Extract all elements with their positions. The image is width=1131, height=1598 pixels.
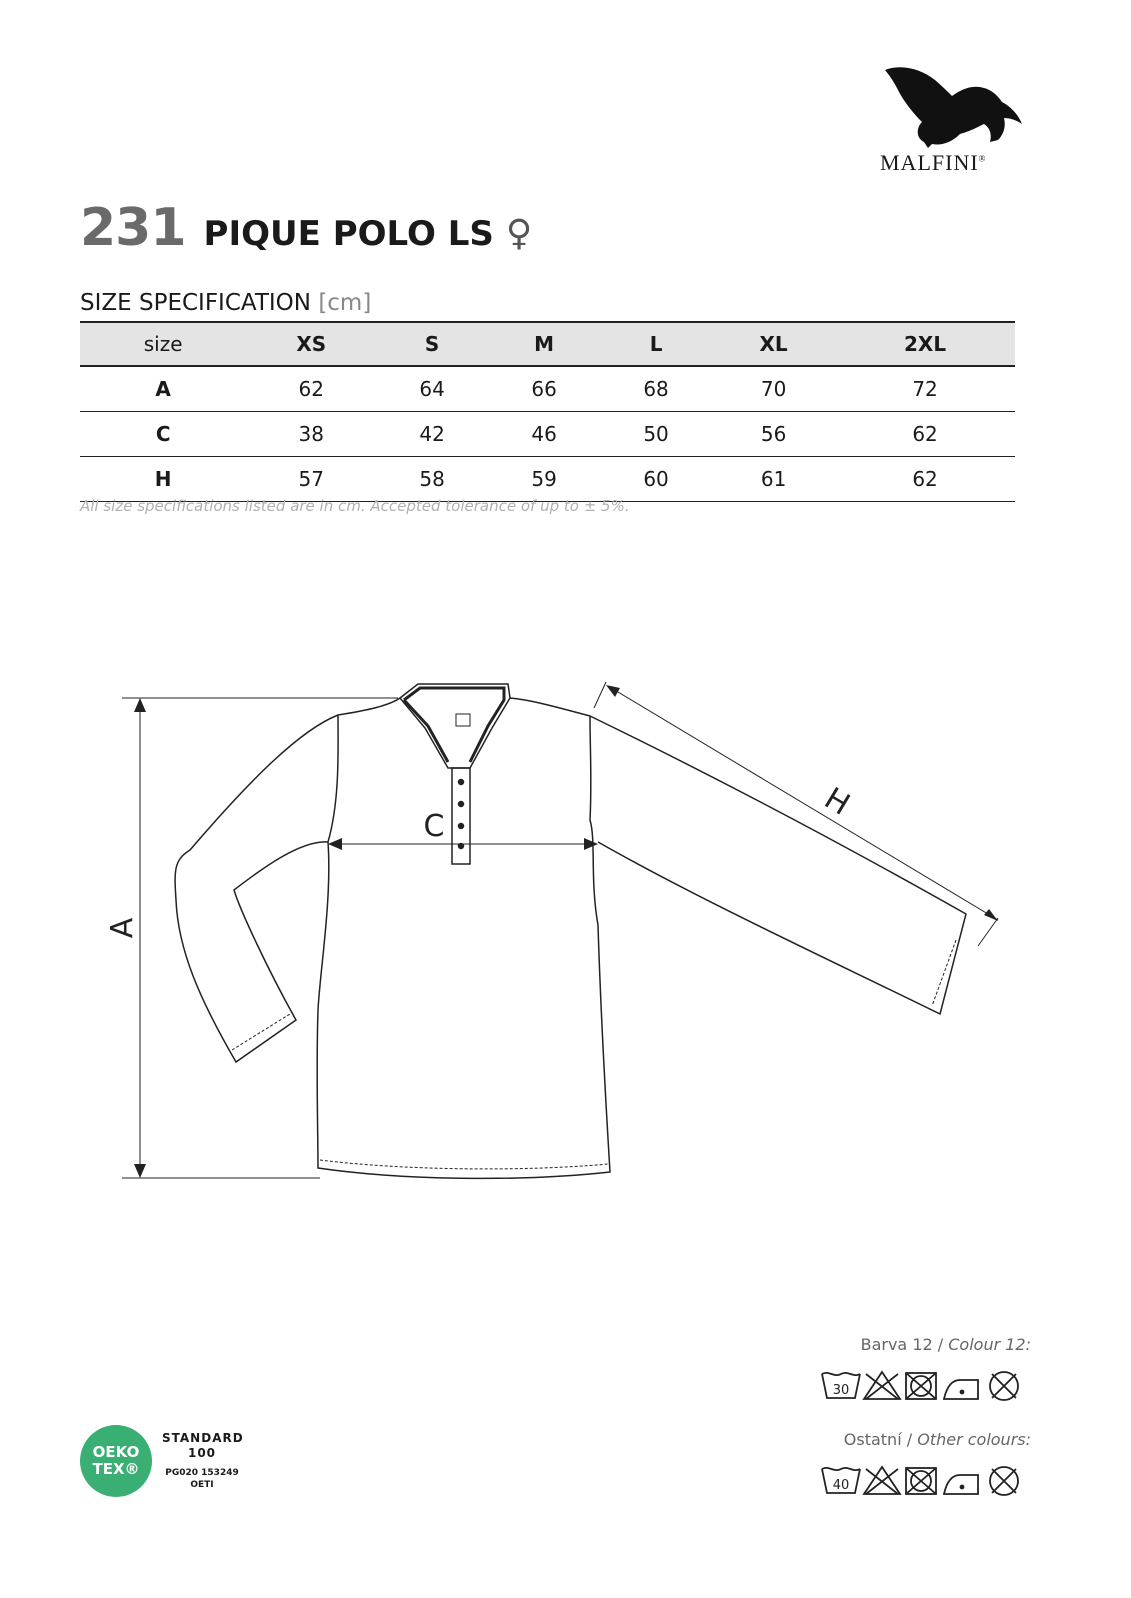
arrowhead-icon	[584, 838, 598, 850]
care-label-cz: Ostatní	[843, 1430, 902, 1449]
oeko-standard-line: STANDARD	[162, 1431, 244, 1445]
oeko-logo-line: OEKO	[92, 1443, 140, 1461]
table-row	[80, 412, 1015, 457]
button-icon	[459, 780, 464, 785]
size-spec-unit: [cm]	[318, 290, 372, 316]
table-cell: 68	[600, 366, 712, 412]
table-cell: 57	[246, 457, 376, 502]
dimension-h-label: H	[818, 781, 856, 823]
svg-text:30: 30	[832, 1383, 850, 1398]
iron-low-icon	[944, 1380, 978, 1399]
arrowhead-icon	[984, 909, 998, 921]
table-header-row	[80, 322, 1015, 366]
table-cell: 59	[488, 457, 600, 502]
button-icon	[459, 802, 464, 807]
collar-trim	[404, 688, 504, 762]
table-header-cell: M	[488, 322, 600, 366]
iron-low-icon	[944, 1475, 978, 1494]
oeko-standard	[162, 1431, 242, 1461]
size-table	[80, 321, 1015, 502]
right-sleeve	[590, 716, 966, 1014]
size-spec-heading	[80, 290, 371, 316]
table-row	[80, 457, 1015, 502]
oeko-code-line: PG020 153249	[165, 1468, 239, 1478]
label-tag	[456, 714, 470, 726]
care-colour12-heading	[731, 1335, 1031, 1354]
table-cell: 38	[246, 412, 376, 457]
female-icon: ♀	[505, 213, 533, 254]
no-dry-clean-icon	[990, 1467, 1018, 1495]
no-tumble-dry-icon	[906, 1373, 936, 1399]
brand-name: MALFINI®	[880, 150, 987, 175]
no-bleach-icon	[864, 1467, 900, 1494]
oeko-code-line: OETI	[190, 1480, 214, 1490]
table-cell: 70	[712, 366, 835, 412]
size-spec-title: SIZE SPECIFICATION	[80, 290, 311, 316]
care-label-en: Colour 12:	[948, 1335, 1031, 1354]
product-title	[80, 198, 532, 268]
arrowhead-icon	[134, 698, 146, 712]
care-label-cz: Barva 12	[860, 1335, 933, 1354]
table-cell: 62	[835, 412, 1015, 457]
table-cell: 42	[376, 412, 488, 457]
table-cell: 61	[712, 457, 835, 502]
table-cell: 72	[835, 366, 1015, 412]
oeko-standard-number: 100	[187, 1446, 217, 1460]
product-name: PIQUE POLO LS	[203, 214, 494, 254]
table-header-cell: 2XL	[835, 322, 1015, 366]
care-icons-colour12	[820, 1368, 1030, 1404]
eagle-icon	[880, 62, 1030, 152]
dimension-a-label: A	[105, 917, 140, 939]
care-icons-other	[820, 1463, 1030, 1499]
oeko-tex-logo	[80, 1425, 152, 1497]
no-bleach-icon	[864, 1372, 900, 1399]
collar-outline	[400, 684, 510, 768]
wash-icon	[822, 1373, 860, 1398]
table-header-cell: L	[600, 322, 712, 366]
row-label: H	[80, 457, 246, 502]
tolerance-note: All size specifications listed are in cm. Accepted tolerance of up to ± 5%.	[80, 497, 630, 515]
dimension-h-tick	[594, 682, 606, 708]
no-dry-clean-icon	[990, 1372, 1018, 1400]
table-cell: 56	[712, 412, 835, 457]
table-cell: 66	[488, 366, 600, 412]
dimension-c-label: C	[423, 809, 445, 844]
wash-icon	[822, 1468, 860, 1493]
table-header-cell: size	[80, 322, 246, 366]
table-cell: 64	[376, 366, 488, 412]
care-other-heading	[731, 1430, 1031, 1449]
table-header-cell: XL	[712, 322, 835, 366]
product-model: 231	[80, 198, 186, 258]
care-label-en: Other colours:	[917, 1430, 1031, 1449]
row-label: C	[80, 412, 246, 457]
dimension-h-arrow	[608, 686, 998, 920]
arrowhead-icon	[606, 685, 620, 697]
left-sleeve	[175, 715, 338, 1062]
table-cell: 58	[376, 457, 488, 502]
no-tumble-dry-icon	[906, 1468, 936, 1494]
care-sep: /	[937, 1335, 944, 1354]
oeko-logo-line: TEX®	[92, 1460, 140, 1478]
oeko-code	[162, 1467, 242, 1491]
arrowhead-icon	[328, 838, 342, 850]
svg-text:40: 40	[832, 1478, 850, 1493]
oeko-tex-certification	[80, 1425, 255, 1500]
dimension-h-tick	[978, 918, 998, 946]
table-cell: 62	[246, 366, 376, 412]
hem-stitch	[320, 1160, 608, 1169]
table-cell: 46	[488, 412, 600, 457]
arrowhead-icon	[134, 1164, 146, 1178]
button-icon	[459, 824, 464, 829]
table-cell: 50	[600, 412, 712, 457]
body-outline	[317, 698, 610, 1178]
care-sep: /	[906, 1430, 913, 1449]
table-row	[80, 366, 1015, 412]
garment-diagram	[100, 670, 1020, 1200]
table-header-cell: XS	[246, 322, 376, 366]
table-cell: 62	[835, 457, 1015, 502]
table-cell: 60	[600, 457, 712, 502]
row-label: A	[80, 366, 246, 412]
table-header-cell: S	[376, 322, 488, 366]
